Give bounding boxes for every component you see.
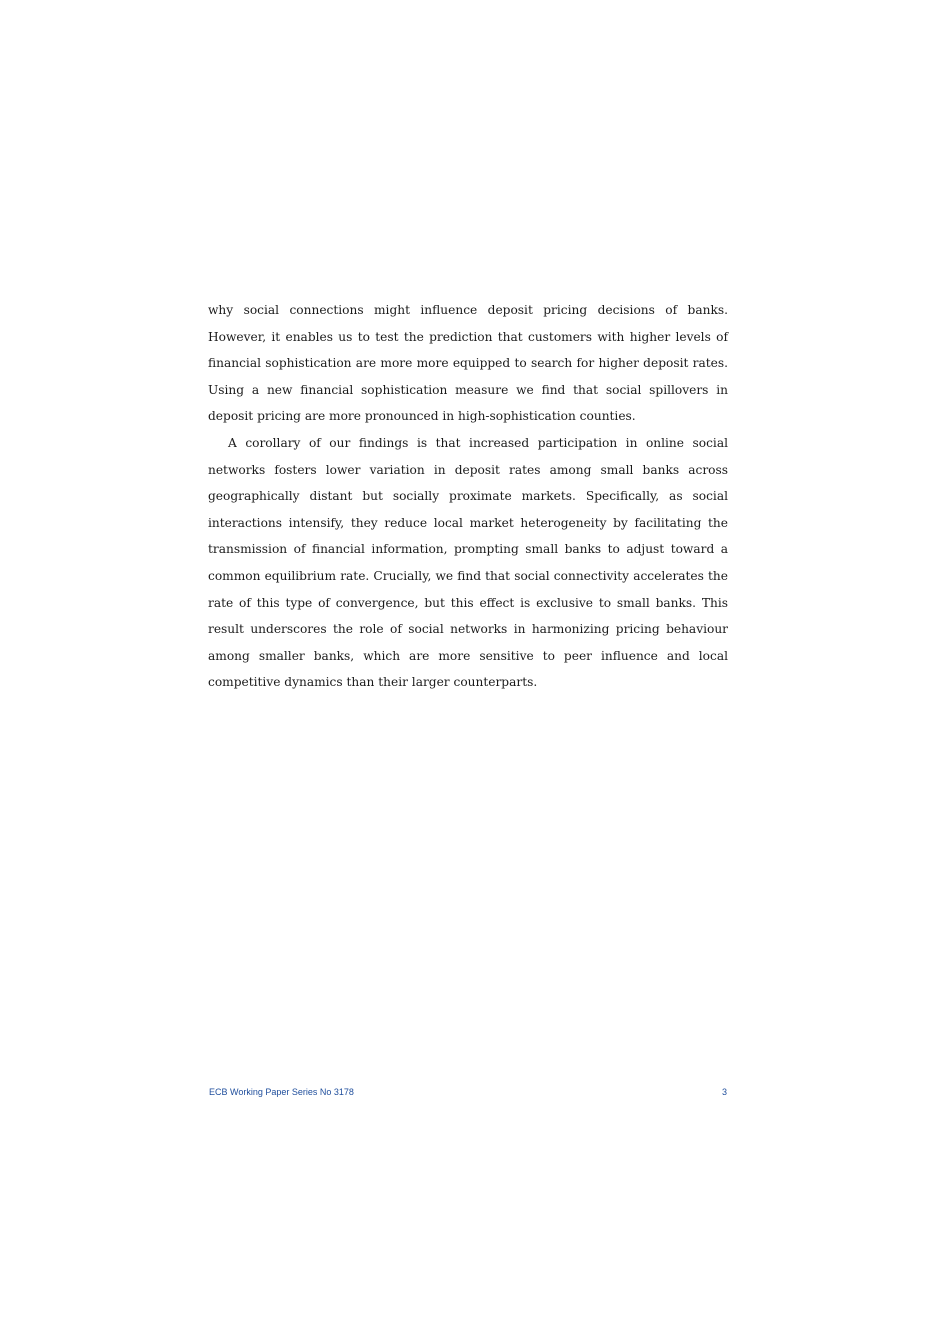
- paragraph-corollary: A corollary of our findings is that increased participation in online social networks fosters lower variation in deposit rates among small banks across geographically distant but socially proximate markets. Specifically, as social interactions intensify, they reduce local market heterogeneity by facilitating the transmission of financial information, prompting small banks to adjust toward a common equilibrium rate. Crucially, we find that social connectivity accelerates the rate of this type of convergence, but this effect is exclusive to small banks. This result underscores the role of social networks in harmonizing pricing behaviour among smaller banks, which are more sensitive to peer influence and local competitive dynamics than their larger counterparts.: [208, 435, 728, 690]
- page-number: 3: [721, 1087, 727, 1097]
- paragraph-continued: why social connections might influence deposit pricing decisions of banks. However, it enables us to test the prediction that customers with higher levels of financial sophistication are more more equipped to search for higher deposit rates. Using a new financial sophistication measure we find that social spillovers in deposit pricing are more pronounced in high-sophistication counties.: [208, 303, 728, 424]
- body-text: [208, 297, 728, 696]
- page-footer: [209, 1087, 727, 1097]
- series-label: ECB Working Paper Series No 3178: [209, 1087, 354, 1097]
